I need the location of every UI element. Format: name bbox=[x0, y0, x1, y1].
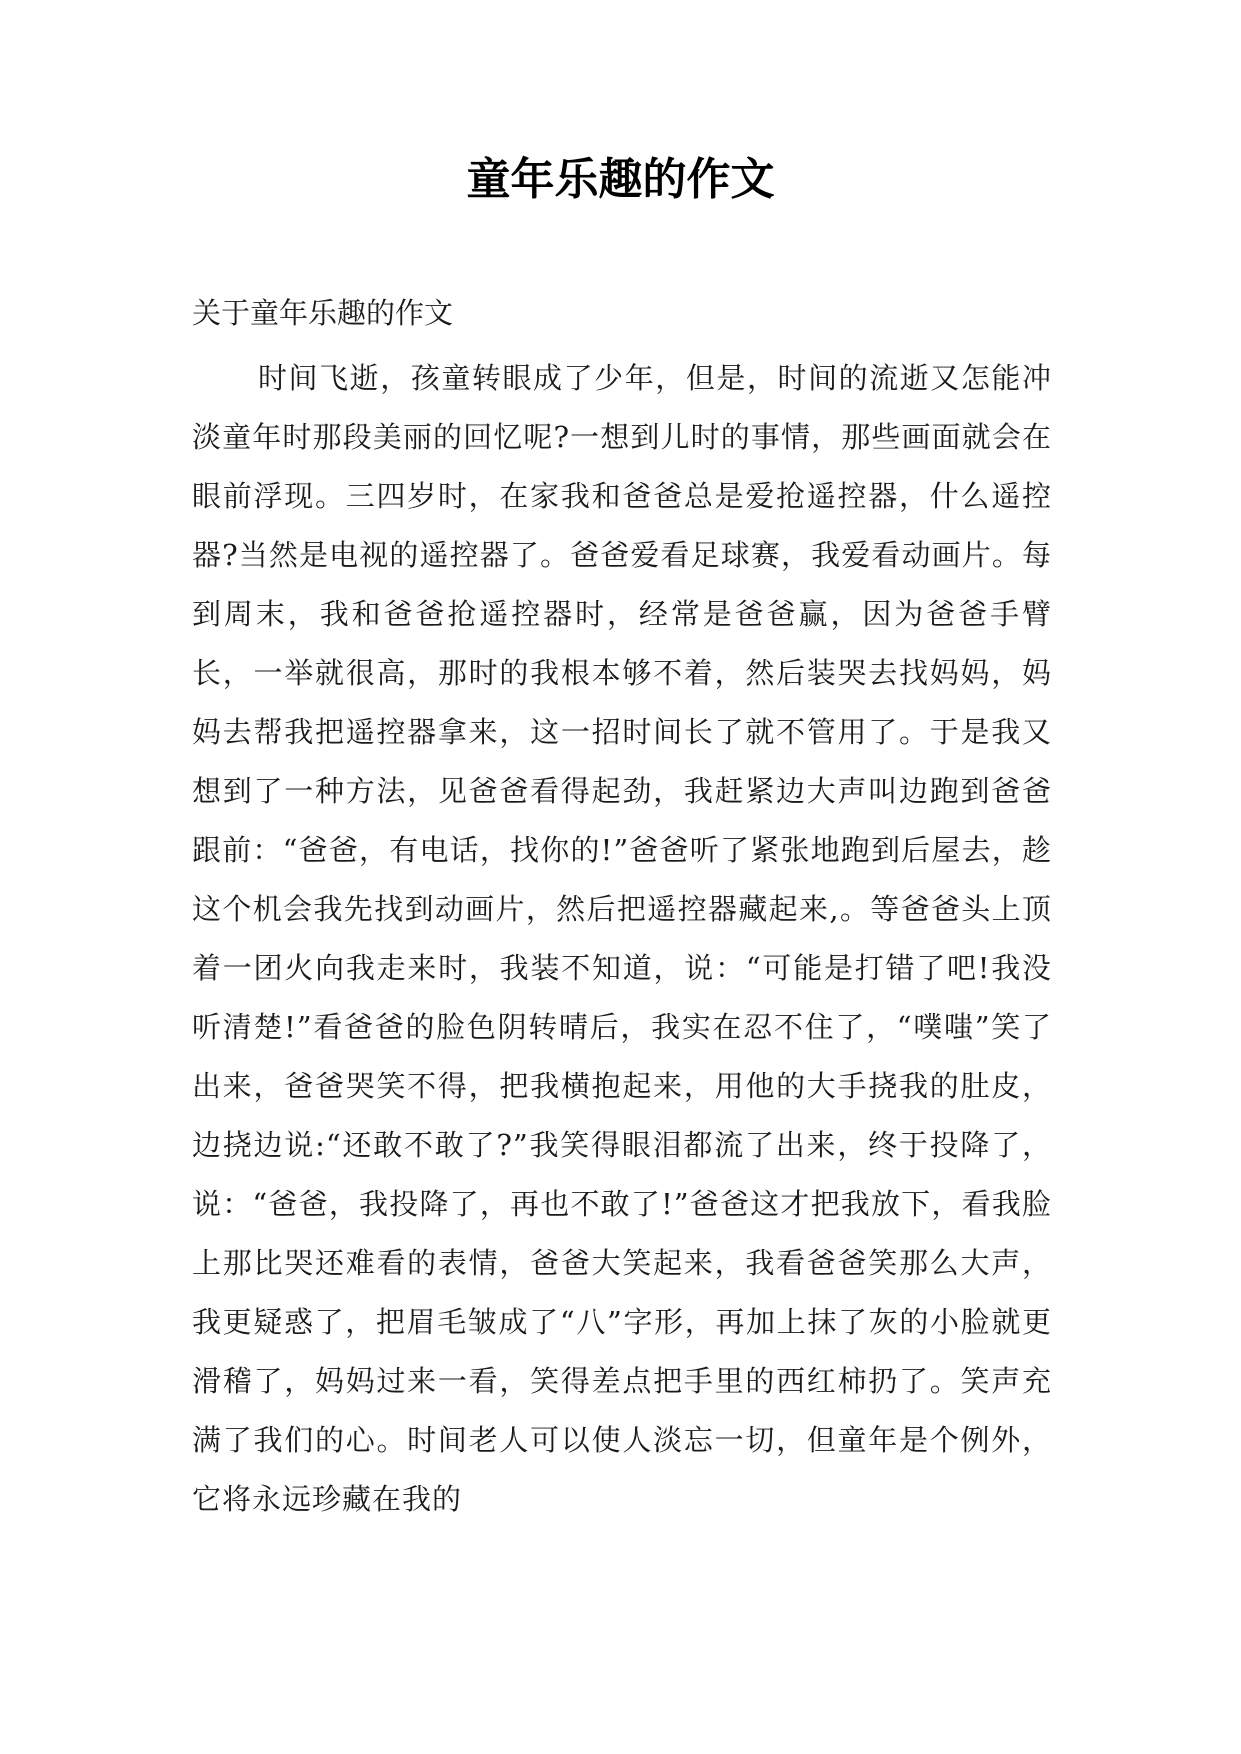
document-subtitle: 关于童年乐趣的作文 bbox=[192, 296, 454, 330]
body-paragraph: 时间飞逝，孩童转眼成了少年，但是，时间的流逝又怎能冲淡童年时那段美丽的回忆呢?一想到儿时的事情，那些画面就会在眼前浮现。三四岁时，在家我和爸爸总是爱抢遥控器，什么遥控器?当然是电视的遥控器了。爸爸爱看足球赛，我爱看动画片。每到周末，我和爸爸抢遥控器时，经常是爸爸赢，因为爸爸手臂长，一举就很高，那时的我根本够不着，然后装哭去找妈妈，妈妈去帮我把遥控器拿来，这一招时间长了就不管用了。于是我又想到了一种方法，见爸爸看得起劲，我赶紧边大声叫边跑到爸爸跟前：“爸爸，有电话，找你的!”爸爸听了紧张地跑到后屋去，趁这个机会我先找到动画片，然后把遥控器藏起来,。等爸爸头上顶着一团火向我走来时，我装不知道，说：“可能是打错了吧!我没听清楚!”看爸爸的脸色阴转晴后，我实在忍不住了，“噗嗤”笑了出来，爸爸哭笑不得，把我横抱起来，用他的大手挠我的肚皮，边挠边说:“还敢不敢了?”我笑得眼泪都流了出来，终于投降了，说：“爸爸，我投降了，再也不敢了!”爸爸这才把我放下，看我脸上那比哭还难看的表情，爸爸大笑起来，我看爸爸笑那么大声，我更疑惑了，把眉毛皱成了“八”字形，再加上抹了灰的小脸就更滑稽了，妈妈过来一看，笑得差点把手里的西红柿扔了。笑声充满了我们的心。时间老人可以使人淡忘一切，但童年是个例外，它将永远珍藏在我的 bbox=[192, 361, 1052, 1516]
document-title: 童年乐趣的作文 bbox=[466, 154, 775, 205]
